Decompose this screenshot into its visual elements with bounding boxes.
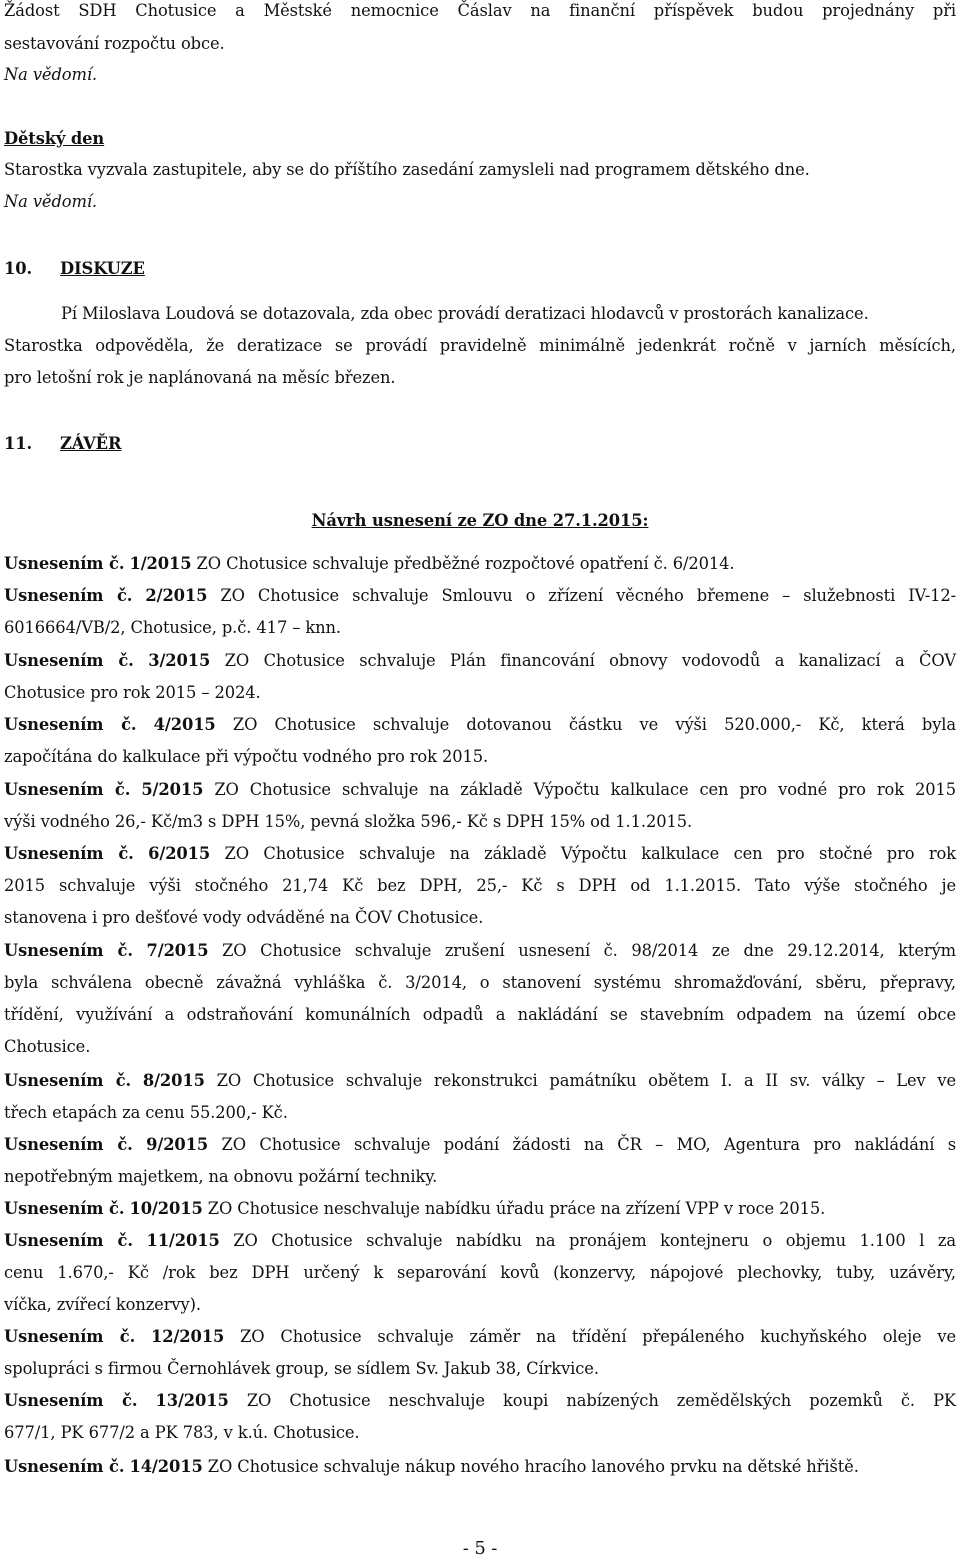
resolution-4-line-1 (4, 714, 956, 736)
section-11-heading (4, 433, 956, 455)
section-10-title: DISKUZE (60, 259, 145, 278)
resolution-text: započítána do kalkulace při výpočtu vodného pro rok 2015. (4, 747, 489, 766)
resolution-text: ZO Chotusice neschvaluje koupi nabízených zemědělských pozemků č. PK (246, 1391, 956, 1410)
resolution-text: 6016664/VB/2, Chotusice, p.č. 417 – knn. (4, 618, 342, 637)
resolution-12-line-1 (4, 1326, 956, 1348)
resolution-7-line-4 (4, 1036, 956, 1058)
resolution-text: výši vodného 26,- Kč/m3 s DPH 15%, pevná složka 596,- Kč s DPH 15% od 1.1.2015. (4, 812, 693, 831)
resolution-text: ZO Chotusice schvaluje Smlouvu o zřízení věcného břemene – služebnosti IV-12- (220, 586, 957, 605)
resolution-8-line-2 (4, 1102, 956, 1124)
resolution-8-line-1 (4, 1070, 956, 1092)
resolution-11-line-2 (4, 1262, 956, 1284)
resolution-label: Usnesením č. (4, 1231, 133, 1250)
resolution-label: Usnesením č. (4, 554, 125, 573)
section-10-number: 10. (4, 259, 33, 278)
resolution-text: ZO Chotusice schvaluje dotovanou částku ve výši 520.000,- Kč, která byla (232, 715, 957, 734)
resolution-number: 3/2015 (148, 651, 211, 670)
resolution-number: 2/2015 (145, 586, 208, 605)
resolution-number: 6/2015 (148, 844, 211, 863)
resolution-text: nepotřebným majetkem, na obnovu požární techniky. (4, 1167, 438, 1186)
resolution-label: Usnesením č. (4, 1071, 132, 1090)
section-10-line-3: pro letošní rok je naplánovaná na měsíc březen. (4, 368, 396, 387)
resolution-3-line-2 (4, 682, 956, 704)
resolution-4-line-2 (4, 746, 956, 768)
resolution-text: 2015 schvaluje výši stočného 21,74 Kč bez DPH, 25,- Kč s DPH od 1.1.2015. Tato výše stočného je (4, 876, 956, 895)
resolution-text: cenu 1.670,- Kč /rok bez DPH určený k separování kovů (konzervy, nápojové plechovky, tuby, uzávěry, (4, 1263, 956, 1282)
resolution-6-line-3 (4, 907, 956, 929)
resolution-number: 9/2015 (146, 1135, 209, 1154)
resolution-number: 10/2015 (129, 1199, 203, 1218)
resolution-2-line-2 (4, 617, 956, 639)
childrens-day-title: Dětský den (4, 129, 105, 148)
resolution-text: víčka, zvířecí konzervy). (4, 1295, 201, 1314)
resolution-text: byla schválena obecně závažná vyhláška č. 3/2014, o stanovení systému shromažďování, sběru, přepravy, (4, 973, 956, 992)
section-10-line-2: Starostka odpověděla, že deratizace se provádí pravidelně minimálně jedenkrát ročně v jarních měsících, (4, 336, 956, 355)
resolution-text: ZO Chotusice schvaluje podání žádosti na ČR – MO, Agentura pro nakládání s (221, 1135, 957, 1154)
resolution-number: 7/2015 (146, 941, 209, 960)
resolution-text: ZO Chotusice schvaluje nákup nového hracího lanového prvku na dětské hřiště. (207, 1457, 859, 1476)
resolution-label: Usnesením č. (4, 844, 134, 863)
resolution-text: ZO Chotusice schvaluje Plán financování obnovy vodovodů a kanalizací a ČOV (224, 651, 957, 670)
resolution-text: Chotusice pro rok 2015 – 2024. (4, 683, 261, 702)
resolution-13-line-1 (4, 1390, 956, 1412)
resolution-label: Usnesením č. (4, 651, 134, 670)
childrens-day-text: Starostka vyzvala zastupitele, aby se do příštího zasedání zamysleli nad programem dětského dne. (4, 160, 810, 179)
resolution-label: Usnesením č. (4, 941, 133, 960)
intro-line-1: Žádost SDH Chotusice a Městské nemocnice Čáslav na finanční příspěvek budou projednány při (4, 1, 956, 20)
resolution-9-line-2 (4, 1166, 956, 1188)
resolution-number: 13/2015 (155, 1391, 229, 1410)
resolution-label: Usnesením č. (4, 1327, 136, 1346)
resolution-text: ZO Chotusice schvaluje rekonstrukci památníku obětem I. a II sv. války – Lev ve (216, 1071, 957, 1090)
resolution-label: Usnesením č. (4, 780, 131, 799)
resolution-14-line-1 (4, 1456, 956, 1478)
resolution-number: 5/2015 (141, 780, 204, 799)
resolution-text: spolupráci s firmou Černohlávek group, se sídlem Sv. Jakub 38, Církvice. (4, 1359, 599, 1378)
intro-line-2: sestavování rozpočtu obce. (4, 34, 225, 53)
resolution-label: Usnesením č. (4, 715, 137, 734)
resolution-number: 11/2015 (146, 1231, 220, 1250)
section-10-heading (4, 258, 956, 280)
intro-note: Na vědomí. (4, 65, 98, 84)
resolution-2-line-1 (4, 585, 956, 607)
resolution-label: Usnesením č. (4, 586, 133, 605)
resolution-label: Usnesením č. (4, 1391, 138, 1410)
section-11-title: ZÁVĚR (60, 434, 122, 453)
resolution-9-line-1 (4, 1134, 956, 1156)
resolution-number: 4/2015 (153, 715, 216, 734)
childrens-day-note: Na vědomí. (4, 192, 98, 211)
resolution-text: třídění, využívání a odstraňování komunálních odpadů a nakládání se stavebním odpadem na území obce (4, 1005, 956, 1024)
resolution-3-line-1 (4, 650, 956, 672)
section-11-number: 11. (4, 434, 33, 453)
resolution-text: ZO Chotusice schvaluje zrušení usnesení č. 98/2014 ze dne 29.12.2014, kterým (222, 941, 957, 960)
resolution-label: Usnesením č. (4, 1135, 133, 1154)
resolution-number: 1/2015 (129, 554, 192, 573)
resolution-10-line-1 (4, 1198, 956, 1220)
resolution-text: ZO Chotusice schvaluje nabídku na pronájem kontejneru o objemu 1.100 l za (233, 1231, 956, 1250)
resolution-text: ZO Chotusice schvaluje předběžné rozpočtové opatření č. 6/2014. (196, 554, 735, 573)
page-number: - 5 - (462, 1538, 498, 1559)
resolution-text: ZO Chotusice schvaluje na základě Výpočtu kalkulace cen pro vodné pro rok 2015 (214, 780, 957, 799)
resolution-text: ZO Chotusice schvaluje na základě Výpočtu kalkulace cen pro stočné pro rok (224, 844, 957, 863)
resolution-label: Usnesením č. (4, 1199, 125, 1218)
resolution-12-line-2 (4, 1358, 956, 1380)
resolution-text: stanovena i pro dešťové vody odváděné na ČOV Chotusice. (4, 908, 484, 927)
resolution-6-line-2 (4, 875, 956, 897)
section-10-line-1: Pí Miloslava Loudová se dotazovala, zda obec provádí deratizaci hlodavců v prostorách kanalizace. (61, 304, 869, 323)
proposal-title: Návrh usnesení ze ZO dne 27.1.2015: (311, 511, 649, 530)
resolution-number: 12/2015 (151, 1327, 225, 1346)
resolution-1-line-1 (4, 553, 956, 575)
resolution-text: 677/1, PK 677/2 a PK 783, v k.ú. Chotusice. (4, 1423, 360, 1442)
resolution-number: 8/2015 (142, 1071, 205, 1090)
resolution-5-line-1 (4, 779, 956, 801)
resolution-7-line-2 (4, 972, 956, 994)
resolution-text: ZO Chotusice neschvaluje nabídku úřadu práce na zřízení VPP v roce 2015. (207, 1199, 826, 1218)
resolution-11-line-3 (4, 1294, 956, 1316)
resolution-label: Usnesením č. (4, 1457, 125, 1476)
resolution-text: Chotusice. (4, 1037, 91, 1056)
resolution-6-line-1 (4, 843, 956, 865)
resolution-7-line-3 (4, 1004, 956, 1026)
resolution-number: 14/2015 (129, 1457, 203, 1476)
resolution-13-line-2 (4, 1422, 956, 1444)
resolution-text: ZO Chotusice schvaluje záměr na třídění přepáleného kuchyňského oleje ve (240, 1327, 957, 1346)
resolution-5-line-2 (4, 811, 956, 833)
resolution-text: třech etapách za cenu 55.200,- Kč. (4, 1103, 288, 1122)
resolution-11-line-1 (4, 1230, 956, 1252)
resolution-7-line-1 (4, 940, 956, 962)
